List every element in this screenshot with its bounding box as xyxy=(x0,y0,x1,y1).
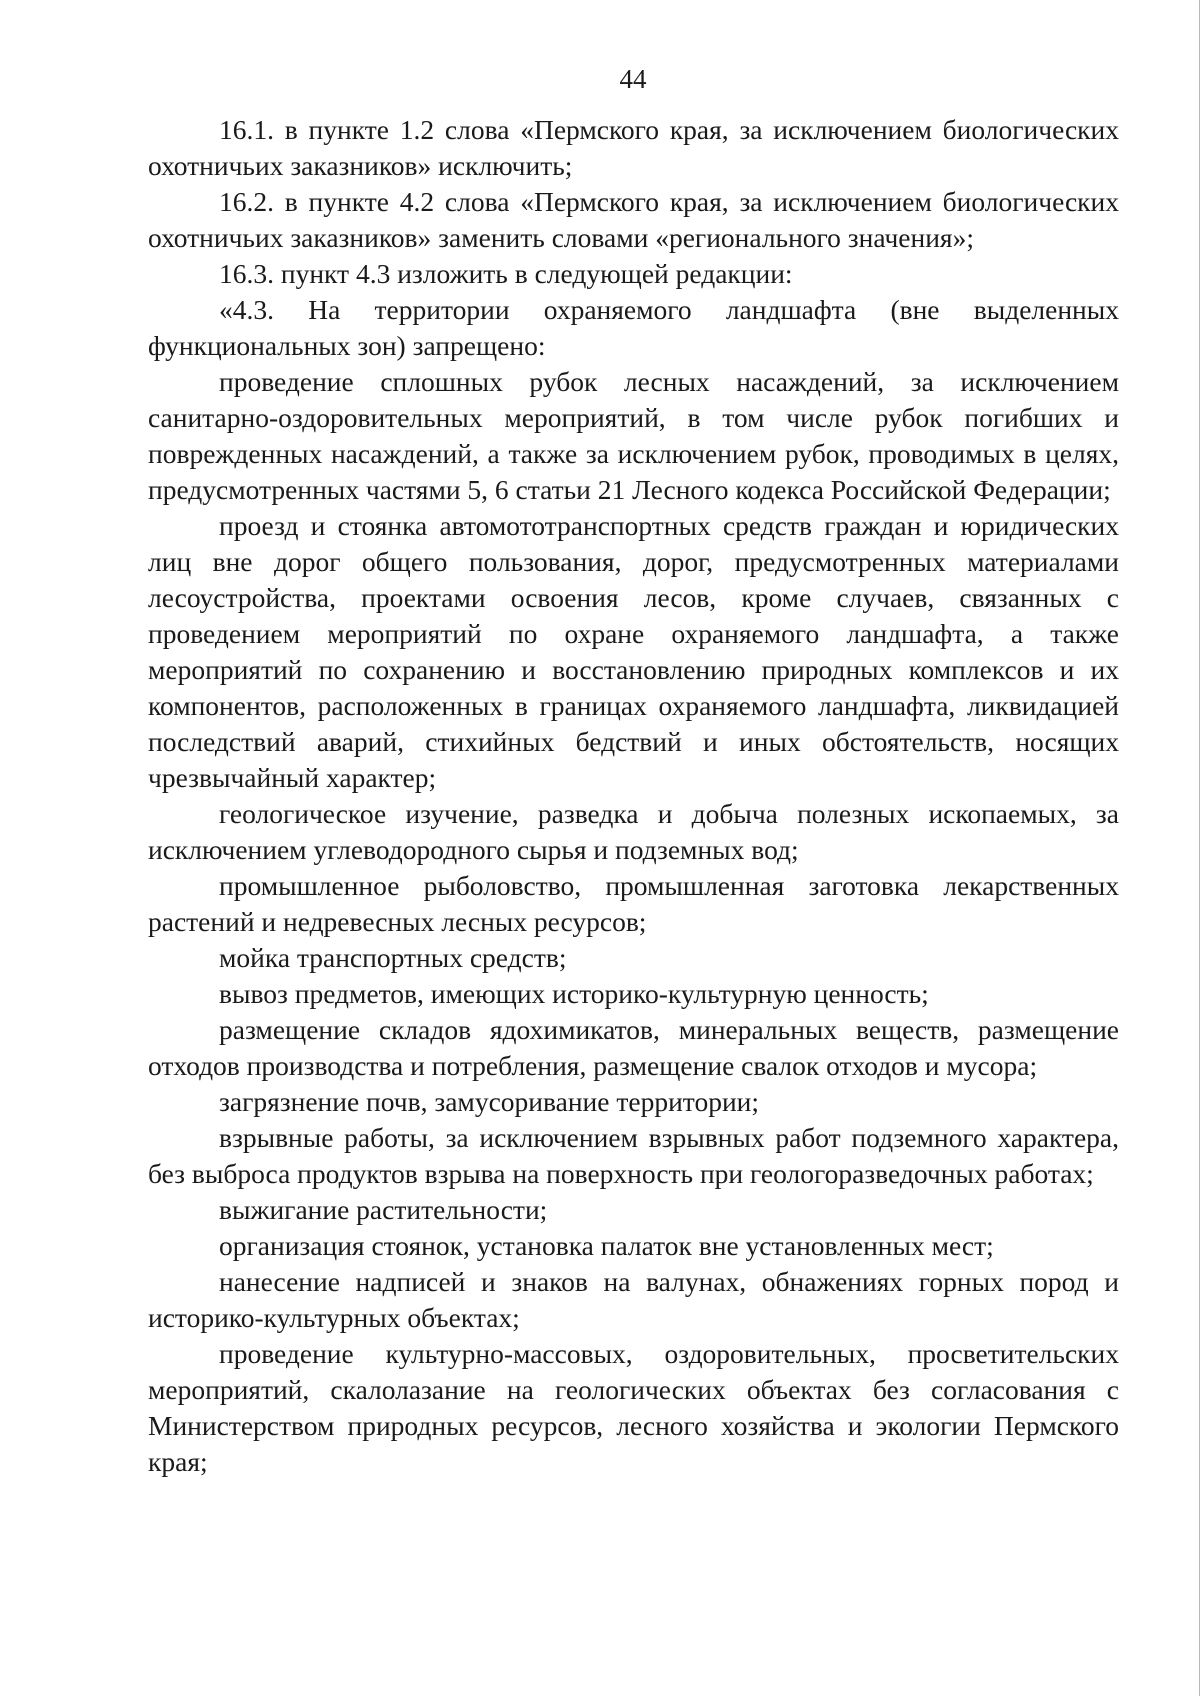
page-number: 44 xyxy=(619,64,647,94)
list-item-industrial-fishing: промышленное рыболовство, промышленная заготовка лекарственных растений и недревесных лесных ресурсов; xyxy=(148,870,1119,937)
list-item-vehicle-washing: мойка транспортных средств; xyxy=(219,942,567,973)
list-item-camping: организация стоянок, установка палаток вне установленных мест; xyxy=(219,1230,994,1261)
paragraph-16-1: 16.1. в пункте 1.2 слова «Пермского края, за исключением биологических охотничьих заказников» исключить; xyxy=(148,114,1119,181)
list-item-waste-storage: размещение складов ядохимикатов, минеральных веществ, размещение отходов производства и потребления, размещение свалок отходов и мусора; xyxy=(148,1014,1119,1081)
list-item-soil-pollution: загрязнение почв, замусоривание территории; xyxy=(219,1086,760,1117)
document-body xyxy=(148,112,1119,1480)
paragraph-16-3: 16.3. пункт 4.3 изложить в следующей редакции: xyxy=(219,258,793,289)
list-item-mass-events: проведение культурно-массовых, оздоровительных, просветительских мероприятий, скалолазание на геологических объектах без согласования с Министерством природных ресурсов, лесного хозяйства и экологии Пермского края; xyxy=(148,1338,1119,1477)
list-item-clear-cutting: проведение сплошных рубок лесных насаждений, за исключением санитарно-оздоровительных мероприятий, в том числе рубок погибших и поврежденных насаждений, а также за исключением рубок, проводимых в целях, предусмотренных частями 5, 6 статьи 21 Лесного кодекса Российской Федерации; xyxy=(148,366,1119,505)
paragraph-4-3-intro: «4.3. На территории охраняемого ландшафта (вне выделенных функциональных зон) запрещено: xyxy=(148,294,1119,361)
paragraph-16-2: 16.2. в пункте 4.2 слова «Пермского края, за исключением биологических охотничьих заказников» заменить словами «регионального значения»; xyxy=(148,186,1119,253)
list-item-blasting: взрывные работы, за исключением взрывных работ подземного характера, без выброса продуктов взрыва на поверхность при геологоразведочных работах; xyxy=(148,1122,1119,1189)
list-item-burning: выжигание растительности; xyxy=(219,1194,548,1225)
list-item-inscriptions: нанесение надписей и знаков на валунах, обнажениях горных пород и историко-культурных объектах; xyxy=(148,1266,1119,1333)
list-item-geological-survey: геологическое изучение, разведка и добыча полезных ископаемых, за исключением углеводородного сырья и подземных вод; xyxy=(148,798,1119,865)
list-item-vehicle-traffic: проезд и стоянка автомототранспортных средств граждан и юридических лиц вне дорог общего пользования, дорог, предусмотренных материалами лесоустройства, проектами освоения лесов, кроме случаев, связанных с проведением мероприятий по охране охраняемого ландшафта, а также мероприятий по сохранению и восстановлению природных комплексов и их компонентов, расположенных в границах охраняемого ландшафта, ликвидацией последствий аварий, стихийных бедствий и иных обстоятельств, носящих чрезвычайный характер; xyxy=(148,510,1119,793)
list-item-cultural-export: вывоз предметов, имеющих историко-культурную ценность; xyxy=(219,978,929,1009)
